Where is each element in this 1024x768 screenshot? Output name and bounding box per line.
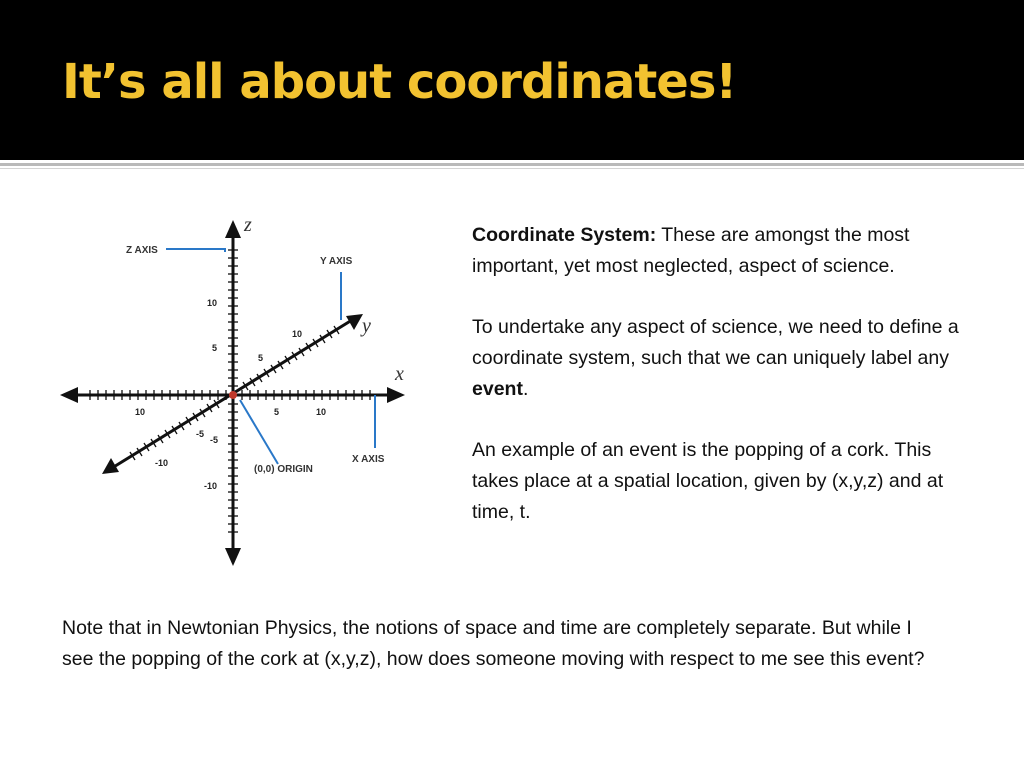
y-tick-10: 10 [292,329,303,339]
para1-text: These are amongst the most important, yet most neglected, aspect of science. [472,224,910,277]
y-tick-neg-5: -5 [196,429,205,439]
para2-text-before: To undertake any aspect of science, we need to define a coordinate system, such that we can uniquely label any [472,316,959,369]
x-axis-arrow-right [387,387,405,403]
coordinate-axes-figure [50,210,410,570]
x-axis-label: X AXIS [352,454,385,465]
z-tick-neg-10: -10 [204,481,218,491]
term-coordinate-system: Coordinate System: [472,224,657,246]
para2-text-after: . [522,378,529,400]
x-axis-arrow-left [60,387,78,403]
x-tick-5: 5 [274,407,280,417]
para3-text: An example of an event is the popping of a cork. This takes place at a spatial location, given by (x,y,z) and at time, t. [472,439,944,523]
paragraph-coordinate-system [472,220,972,282]
note-text: Note that in Newtonian Physics, the notions of space and time are completely separate. But while I see the popping of the cork at (x,y,z), how does someone moving with respect to me see this event? [62,617,925,670]
y-letter: y [362,315,371,337]
title-divider-thin [0,168,1024,169]
paragraph-define-system [472,312,972,405]
z-tick-5: 5 [212,343,218,353]
y-axis-label: Y AXIS [320,256,353,267]
x-letter: x [395,363,404,385]
axes-diagram [50,210,410,570]
paragraph-event-example [472,435,972,528]
z-tick-10: 10 [207,298,218,308]
slide-title: It’s all about coordinates! [62,54,737,110]
z-axis-arrow-bottom [225,548,241,566]
para2-emphasis-event: event [472,378,523,400]
right-text-column [472,220,972,558]
x-tick-10: 10 [316,407,327,417]
z-axis-arrow-top [225,220,241,238]
title-bar [0,0,1024,160]
z-letter: z [244,214,252,236]
bottom-note [62,613,942,675]
title-divider [0,163,1024,166]
origin-dot [229,391,237,399]
x-tick-neg-10: 10 [135,407,146,417]
y-tick-neg-10: -10 [155,458,169,468]
y-tick-5: 5 [258,353,264,363]
origin-label: (0,0) ORIGIN [254,464,313,475]
z-axis-label: Z AXIS [126,245,158,256]
z-tick-neg-5: -5 [210,435,219,445]
